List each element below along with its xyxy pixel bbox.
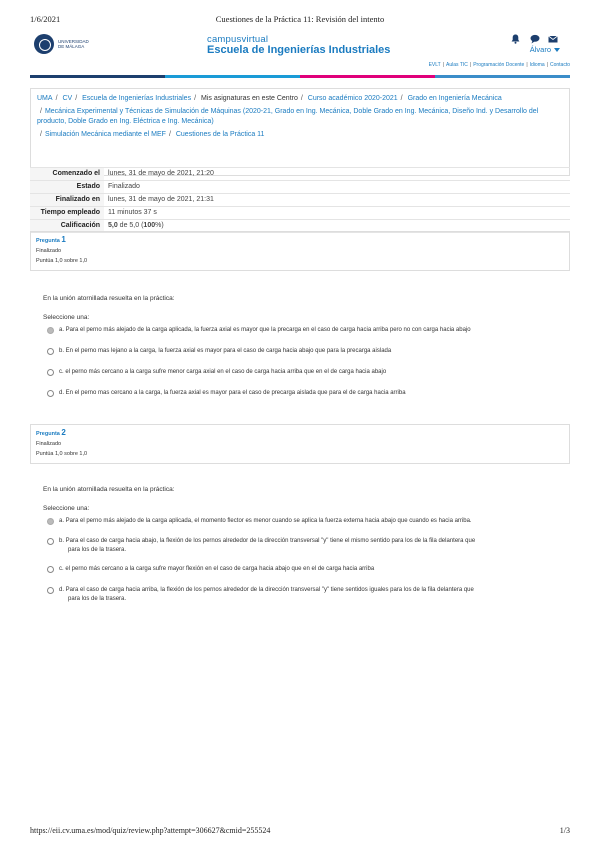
answer-option[interactable] [47,565,557,574]
breadcrumb-section[interactable]: Simulación Mecánica mediante el MEF [44,131,166,138]
question-number: Pregunta 1 [36,235,66,244]
answer-option[interactable] [47,368,557,377]
summary-row [30,207,570,220]
link-evlt[interactable]: EVLT [428,62,441,68]
radio[interactable] [47,390,54,397]
question-status: Finalizado [36,248,62,254]
answer-option[interactable] [47,389,557,398]
user-menu[interactable] [530,45,560,54]
radio[interactable] [47,348,54,355]
breadcrumb: UMA / CV / Escuela de Ingenierías Industriales / Mis asignaturas en este Centro / Curso académico 2020-2021 / Grado en Ingeniería Mecánica / Mecánica Experimental y Técnicas de Simulación de Máquinas (2020-21, Grado en Ing. Mecánica, Doble Grado en Ing. Mecánica, Diseño Ind. y Desarrollo del producto, Doble Grado en Ing. Eléctrica e Ing. Mecánica) / Simulación Mecánica mediante el MEF / Cuestiones de la Práctica 11 [30,88,570,176]
radio-selected[interactable] [47,518,54,525]
question-score: Puntúa 1,0 sobre 1,0 [36,451,88,457]
answer-option[interactable] [47,347,557,356]
breadcrumb-grado[interactable]: Grado en Ingeniería Mecánica [407,95,502,102]
grade-value: 5,0 de 5,0 (100%) [104,220,570,233]
answer-text: a. Para el perno más alejado de la carga aplicada, el momento flector es menor cuando se aplica la fuerza externa hacia abajo que cuando es hacia arriba. [59,518,472,524]
breadcrumb-curso[interactable]: Curso académico 2020-2021 [307,95,398,102]
seal-icon [34,34,54,54]
question-status: Finalizado [36,441,62,447]
started-value: lunes, 31 de mayo de 2021, 21:20 [104,168,570,181]
top-links: EVLT | Aulas TIC | Programación Docente | Idioma | Contacto [428,62,570,68]
state-value: Finalizado [104,181,570,194]
started-label: Comenzado el [30,168,104,181]
print-url: https://eii.cv.uma.es/mod/quiz/review.php?attempt=306627&cmid=255524 [30,826,271,835]
question-score: Puntúa 1,0 sobre 1,0 [36,258,88,264]
answer-option[interactable] [47,517,557,526]
question-info [30,424,570,464]
mail-icon[interactable] [548,34,558,44]
radio[interactable] [47,587,54,594]
answer-text: a. Para el perno más alejado de la carga aplicada, la fuerza axial es mayor que la precarga en el caso de carga hacia arriba pero no con carga hacia abajo [59,327,471,333]
link-aulas-tic[interactable]: Aulas TIC [446,62,468,68]
breadcrumb-quiz[interactable]: Cuestiones de la Práctica 11 [175,131,265,138]
page-number: 1/3 [559,826,570,835]
answer-text: c. el perno más cercano a la carga sufre mayor flexión en el caso de carga hacia abajo que en el de carga hacia arriba [59,566,375,572]
bell-icon[interactable] [510,34,520,44]
answer-text: d. Para el caso de carga hacia arriba, la flexión de los pernos alrededor de la dirección transversal "y" tiene sentidos iguales para los de la fila delantera que para los de la trasera. [59,587,474,602]
logo-text: UNIVERSIDAD DE MÁLAGA [58,39,89,49]
radio[interactable] [47,566,54,573]
finished-value: lunes, 31 de mayo de 2021, 21:31 [104,194,570,207]
brand[interactable] [207,34,390,56]
state-label: Estado [30,181,104,194]
user-name: Álvaro [529,45,551,54]
breadcrumb-uma[interactable]: UMA [37,95,53,102]
print-header [30,14,570,26]
summary-row [30,194,570,207]
attempt-summary [30,167,570,233]
brand-title: Escuela de Ingenierías Industriales [207,44,391,56]
answer-option[interactable] [47,326,557,335]
question-prompt: Seleccione una: [43,505,90,512]
radio[interactable] [47,538,54,545]
radio-selected[interactable] [47,327,54,334]
breadcrumb-cv[interactable]: CV [62,95,73,102]
university-logo[interactable] [34,34,88,56]
time-label: Tiempo empleado [30,207,104,220]
radio[interactable] [47,369,54,376]
print-title: Cuestiones de la Práctica 11: Revisión del intento [215,14,385,24]
color-bar [30,75,570,78]
question-number: Pregunta 2 [36,428,66,437]
grade-label: Calificación [30,220,104,233]
question-text: En la unión atornillada resuelta en la práctica: [43,295,175,302]
answer-option[interactable] [47,537,557,555]
brand-subtitle: campusvirtual [207,34,269,45]
link-programacion-docente[interactable]: Programación Docente [473,62,525,68]
answer-text: c. el perno más cercano a la carga sufre menor carga axial en el caso de carga hacia arriba que en el de carga hacia abajo [59,369,387,375]
answer-text: b. Para el caso de carga hacia abajo, la flexión de los pernos alrededor de la dirección transversal "y" tiene el mismo sentido para los de la fila delantera que para los de la trasera. [59,538,476,553]
question-text: En la unión atornillada resuelta en la práctica: [43,486,175,493]
chat-icon[interactable] [530,34,540,44]
answer-text: b. En el perno mas lejano a la carga, la fuerza axial es mayor para el caso de carga hacia abajo que para la precarga aislada [59,348,392,354]
link-contacto[interactable]: Contacto [549,62,570,68]
answer-option[interactable] [47,586,557,604]
answer-text: d. En el perno mas cercano a la carga, la fuerza axial es mayor para el caso de precarga aislada que para el de carga hacia arriba [59,390,406,396]
print-date: 1/6/2021 [30,14,61,24]
link-idioma[interactable]: Idioma [529,62,545,68]
breadcrumb-escuela[interactable]: Escuela de Ingenierías Industriales [82,95,192,102]
question-prompt: Seleccione una: [43,314,90,321]
breadcrumb-mis-asignaturas: Mis asignaturas en este Centro [200,95,298,102]
time-value: 11 minutos 37 s [104,207,570,220]
question-info [30,231,570,271]
chevron-down-icon [554,48,560,52]
summary-row [30,181,570,194]
breadcrumb-course[interactable]: Mecánica Experimental y Técnicas de Simulación de Máquinas (2020-21, Grado en Ing. Mecánica, Doble Grado en Ing. Mecánica, Diseño Ind. y Desarrollo del producto, Doble Grado en Ing. Eléctrica e Ing. Mecánica) [37,108,539,125]
summary-row [30,168,570,181]
finished-label: Finalizado en [30,194,104,207]
